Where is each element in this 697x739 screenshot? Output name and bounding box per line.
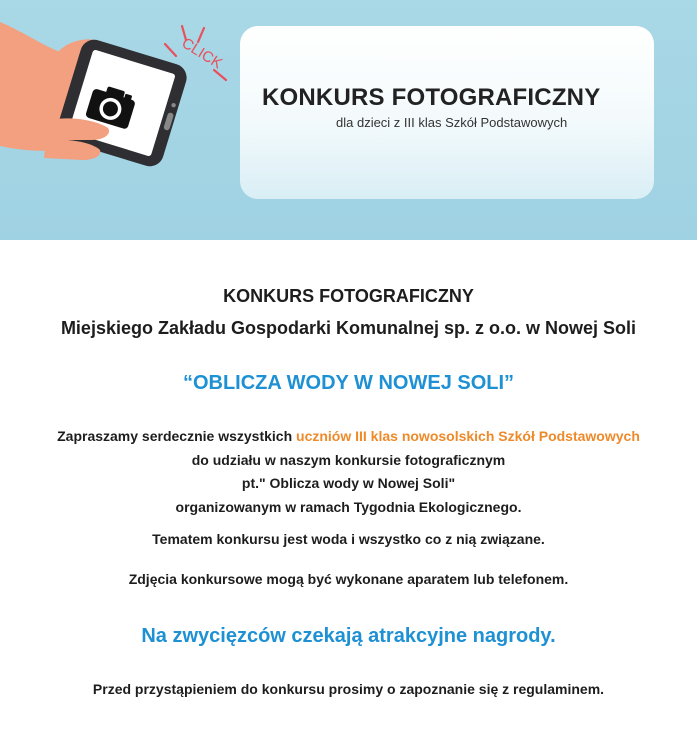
invitation-highlight: uczniów III klas nowosolskich Szkół Podstawowych [296, 428, 640, 444]
invitation-line-2: do udziału w naszym konkursie fotograficznym [191, 451, 506, 468]
invitation-line-4: organizowanym w ramach Tygodnia Ekologicznego. [175, 498, 522, 515]
contest-topic: Tematem konkursu jest woda i wszystko co z nią związane. [152, 531, 545, 547]
prizes-heading: Na zwycięzców czekają atrakcyjne nagrody. [141, 625, 556, 647]
header-banner [0, 0, 697, 240]
invitation-prefix: Zapraszamy serdecznie wszystkich [57, 428, 297, 444]
hand-holding-phone-icon [0, 0, 240, 240]
click-label: CLICK [178, 34, 226, 73]
photo-requirements: Zdjęcia konkursowe mogą być wykonane aparatem lub telefonem. [128, 571, 569, 587]
banner-title-card [240, 26, 654, 199]
rules-notice: Przed przystąpieniem do konkursu prosimy o zapoznanie się z regulaminem. [92, 681, 605, 697]
organizer-name: Miejskiego Zakładu Gospodarki Komunalnej sp. z o.o. w Nowej Soli [60, 318, 637, 338]
contest-title: KONKURS FOTOGRAFICZNY [223, 286, 474, 306]
invitation-line-1 [0, 425, 697, 449]
invitation-paragraph [0, 425, 697, 519]
invitation-line-3: pt." Oblicza wody w Nowej Soli" [241, 475, 456, 491]
contest-theme: “OBLICZA WODY W NOWEJ SOLI” [182, 372, 515, 394]
banner-title: KONKURS FOTOGRAFICZNY [262, 84, 601, 111]
banner-subtitle: dla dzieci z III klas Szkół Podstawowych [336, 115, 568, 130]
